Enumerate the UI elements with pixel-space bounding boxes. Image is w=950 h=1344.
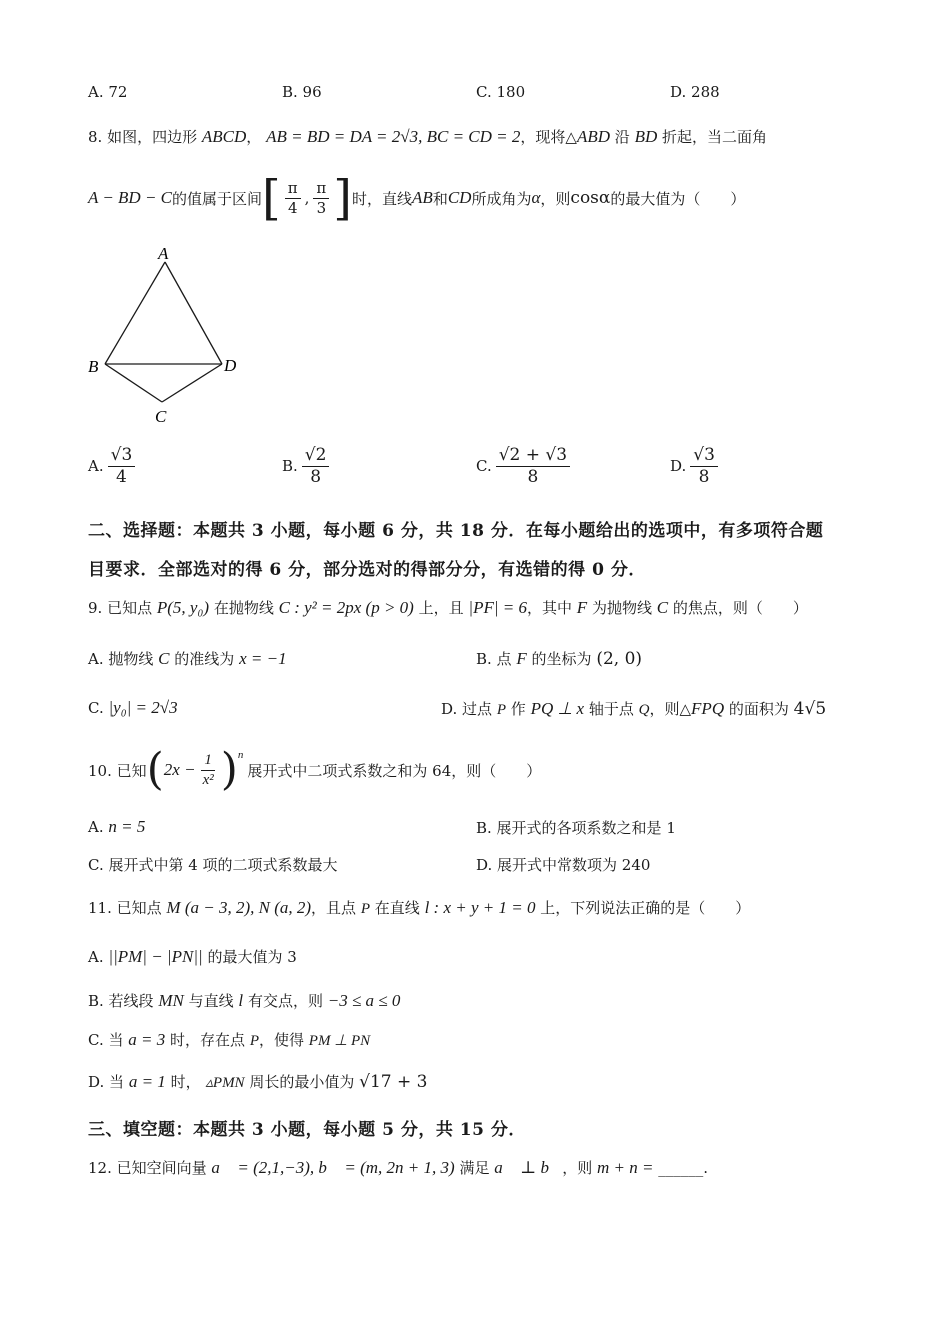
q12-vectors: a⃗ = (2,1,−3), b⃗ = (m, 2n + 1, 3) — [211, 1158, 455, 1177]
q8-option-b: B. $\frac{√2}{8}$ — [282, 446, 333, 486]
q8-option-c: C. $\frac{√2 + √3}{8}$ — [476, 446, 574, 486]
q8-text: 沿 — [614, 128, 630, 146]
q8-triangle: ABD — [576, 127, 610, 146]
q10-option-b: B. 展开式的各项系数之和是 1 — [476, 819, 676, 837]
q8-text: 所成角为 — [471, 189, 532, 208]
edge-ad — [165, 262, 222, 364]
q8-cd: CD — [447, 188, 472, 207]
q8-option-a-den: 4 — [116, 466, 127, 487]
q9-option-d: D. 过点 P 作 PQ ⊥ x 轴于点 Q，则△FPQ 的面积为 4√5 — [441, 699, 827, 719]
section2-heading-line2: 目要求．全部选对的得 6 分，部分选对的得部分分，有选错的得 0 分． — [88, 560, 646, 580]
q9-option-b: B. 点 F 的坐标为 (2, 0) — [476, 649, 643, 669]
edge-cd — [162, 364, 222, 402]
q8-text: 时，直线 — [352, 189, 413, 208]
q8-interval-right: $\frac{\pi}{3}$ — [313, 180, 329, 216]
vertex-label-d: D — [224, 356, 237, 375]
q9-option-c: C. |y₀| = 2√3 — [88, 698, 178, 717]
q8-text: 和 — [432, 189, 448, 208]
q12-answer-blank[interactable]: ______. — [658, 1159, 709, 1177]
q10-exponent: n — [237, 749, 244, 761]
q8-number: 8. — [88, 128, 103, 146]
q8-dihedral-angle: A − BD − C — [88, 188, 173, 207]
q8-option-c-den: 8 — [527, 466, 539, 487]
q8-text: 的最大值为（ ） — [610, 189, 746, 208]
q10-stem: 10. 已知 ( 2x − $\frac{1}{\text{x²}}$ ) $^n$ 展开式中二项式系数之和为 64，则（ ） — [88, 744, 542, 795]
q9-c: C — [656, 598, 669, 617]
q9-pf: |PF| = 6 — [468, 598, 527, 617]
q9-option-a: A. 抛物线 C 的准线为 x = −1 — [88, 649, 287, 668]
q8-quadrilateral-figure — [80, 240, 260, 430]
q11-option-b: B. 若线段 MN 与直线 l 有交点，则 −3 ≤ a ≤ 0 — [88, 991, 401, 1010]
q11-option-a: A. ||PM| − |PN|| 的最大值为 3 — [88, 947, 297, 966]
q8-stem-line1: 8. 如图，四边形 ABCD， AB = BD = DA = 2√3, BC = CD = 2，现将△ABD 沿 BD 折起，当二面角 — [88, 127, 768, 146]
q8-text: ，则 — [540, 189, 571, 208]
q7-option-a: A. 72 — [88, 83, 128, 101]
q8-quad: ABCD — [201, 127, 247, 146]
section2-heading-line1: 二、选择题：本题共 3 小题，每小题 6 分，共 18 分．在每小题给出的选项中，有多项符合题 — [88, 521, 824, 541]
edge-bc — [105, 364, 162, 402]
q8-bd: BD — [634, 127, 658, 146]
q9-stem: 9. 已知点 P(5, y₀) 在抛物线 C : y² = 2px (p > 0) 上，且 |PF| = 6，其中 F 为抛物线 C 的焦点，则（ ） — [88, 598, 808, 617]
q10-option-d: D. 展开式中常数项为 240 — [476, 856, 651, 874]
q12-stem: 12. 已知空间向量 a⃗ = (2,1,−3), b⃗ = (m, 2n + 1, 3) 满足 a⃗ ⊥ b⃗，则 m + n = ______. — [88, 1158, 709, 1177]
q7-option-c: C. 180 — [476, 83, 526, 101]
q8-cos-alpha: cosα — [570, 188, 611, 208]
q8-stem-line2: A − BD − C 的值属于区间 [ $\frac{\pi}{4}$ , $\frac{\pi}{3}$ ] 时，直线 AB 和 CD 所成角为 α ，则 cosα 的最大值为（ ） — [88, 170, 746, 226]
q9-point: P(5, y₀) — [156, 598, 210, 617]
q12-perp: a⃗ ⊥ b⃗ — [494, 1158, 563, 1177]
q11-points: M (a − 3, 2), N (a, 2) — [166, 898, 312, 917]
q9-f: F — [576, 598, 588, 617]
q8-option-d: D. $\frac{√3}{8}$ — [670, 446, 722, 486]
q11-option-d: D. 当 a = 1 时， ▵PMN 周长的最小值为 √17 + 3 — [88, 1072, 428, 1092]
q11-option-c: C. 当 a = 3 时，存在点 P，使得 PM ⊥ PN — [88, 1030, 371, 1049]
vertex-label-c: C — [155, 407, 167, 426]
edge-ab — [105, 262, 165, 364]
q8-option-b-den: 8 — [310, 466, 322, 487]
q8-text: ，现将△ — [520, 128, 577, 146]
q8-interval-left: $\frac{\pi}{4}$ — [285, 180, 301, 216]
q10-expr: 2x − — [163, 760, 196, 779]
q8-option-c-num: √2 + √3 — [496, 446, 570, 467]
q7-option-d: D. 288 — [670, 83, 720, 101]
q8-text: 如图，四边形 — [107, 128, 198, 146]
q10-option-c: C. 展开式中第 4 项的二项式系数最大 — [88, 856, 338, 874]
q8-text: 折起，当二面角 — [662, 128, 768, 146]
vertex-label-b: B — [88, 357, 99, 376]
q8-ab: AB — [412, 188, 433, 207]
q11-line: l : x + y + 1 = 0 — [424, 898, 536, 917]
q8-option-b-num: √2 — [302, 446, 330, 467]
q10-option-a: A. n = 5 — [88, 817, 146, 836]
q8-text: 的值属于区间 — [172, 189, 263, 208]
q8-alpha: α — [531, 188, 541, 207]
section3-heading: 三、填空题：本题共 3 小题，每小题 5 分，共 15 分． — [88, 1120, 526, 1140]
q8-option-a: A. $\frac{√3}{4}$ — [88, 446, 139, 486]
q11-stem: 11. 已知点 M (a − 3, 2), N (a, 2)，且点 P 在直线 l : x + y + 1 = 0 上，下列说法正确的是（ ） — [88, 898, 751, 917]
q8-equation: AB = BD = DA = 2√3, BC = CD = 2 — [266, 127, 521, 146]
q9-parabola: C : y² = 2px (p > 0) — [278, 598, 414, 617]
q8-option-d-num: √3 — [690, 446, 718, 467]
q8-option-d-den: 8 — [698, 466, 710, 487]
vertex-label-a: A — [158, 244, 169, 263]
q8-option-a-num: √3 — [108, 446, 136, 467]
q7-option-b: B. 96 — [282, 83, 322, 101]
